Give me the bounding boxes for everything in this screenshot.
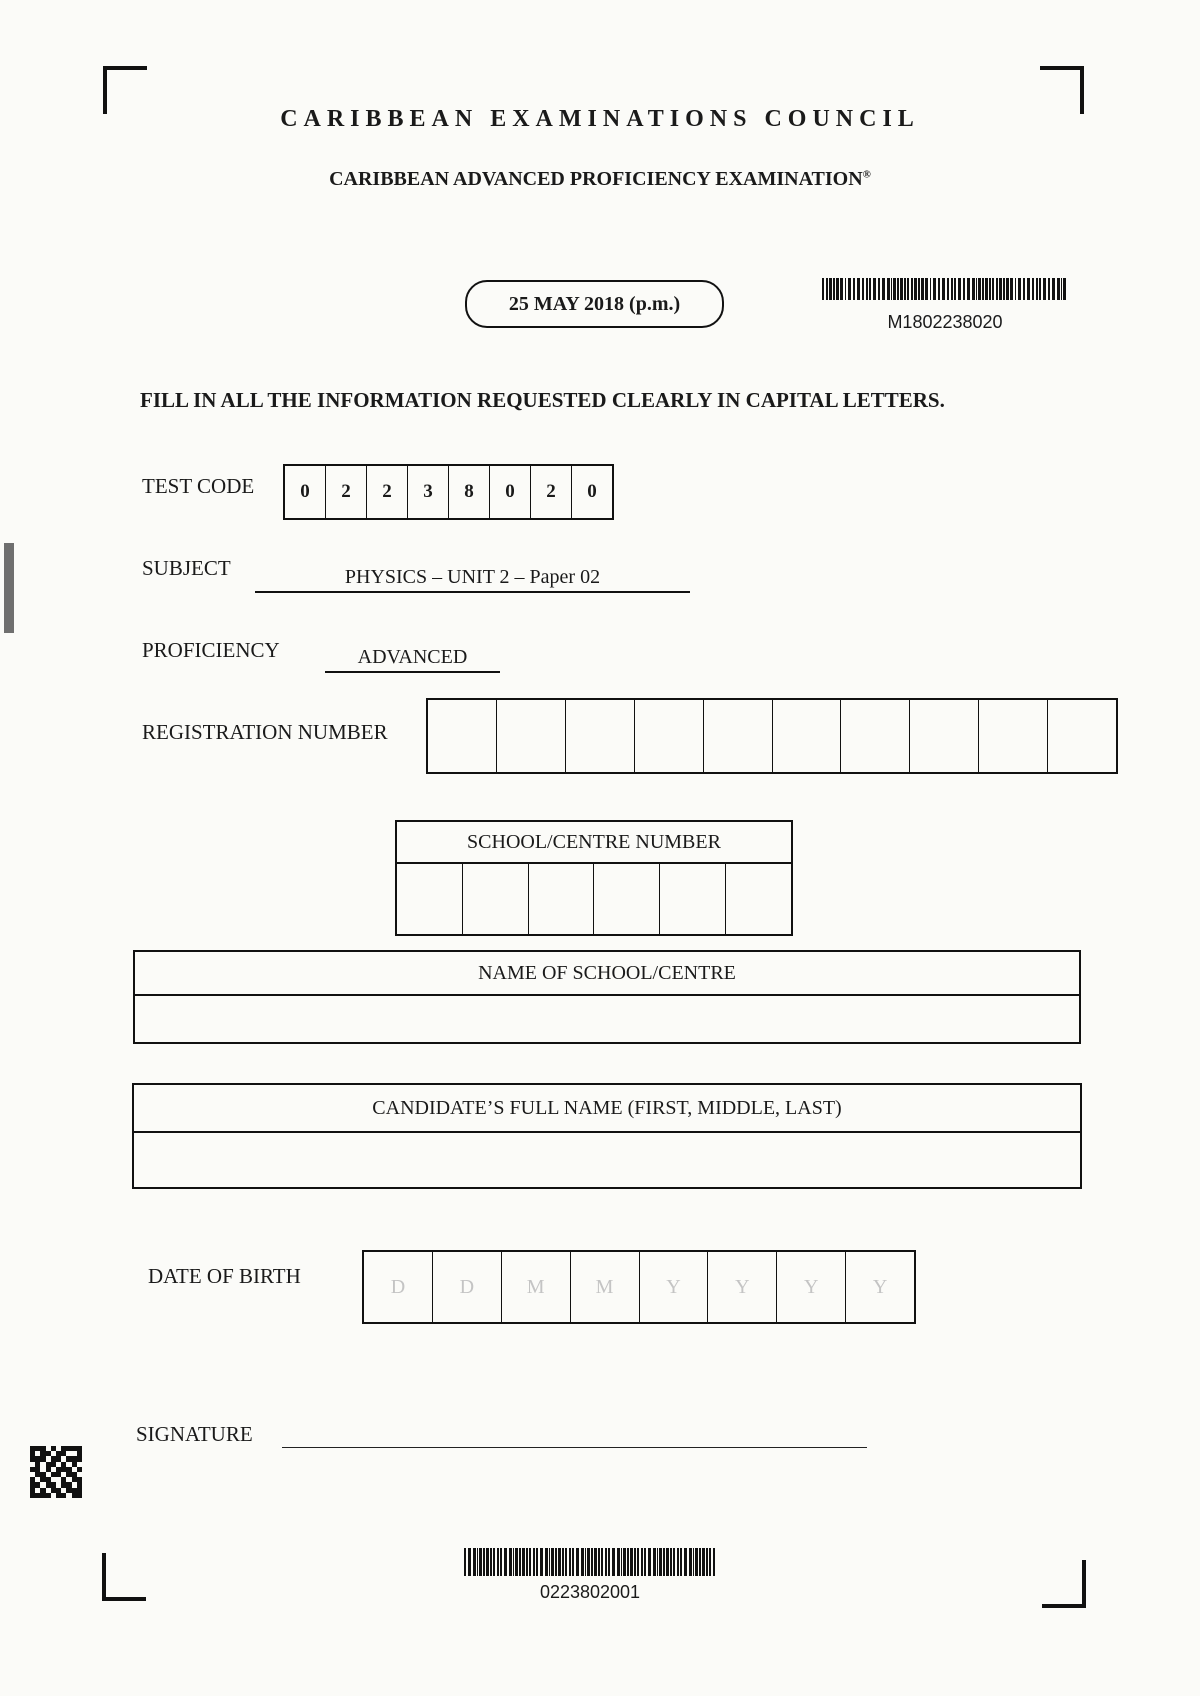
barcode-bar xyxy=(963,278,965,300)
barcode-bar xyxy=(585,1548,586,1576)
registration-number-boxes xyxy=(426,698,1118,774)
school-centre-number-label: SCHOOL/CENTRE NUMBER xyxy=(397,822,791,864)
barcode-bar xyxy=(627,1548,629,1576)
barcode-bar xyxy=(925,278,928,300)
barcode-bar xyxy=(623,1548,626,1576)
barcode-bar xyxy=(887,278,890,300)
barcode-bar xyxy=(569,1548,571,1576)
signature-field[interactable] xyxy=(282,1447,867,1448)
barcode-bar xyxy=(967,278,970,300)
school-centre-digit-field[interactable] xyxy=(529,864,595,934)
barcode-bar xyxy=(509,1548,512,1576)
school-centre-digit-field[interactable] xyxy=(463,864,529,934)
barcode-bar xyxy=(869,278,871,300)
barcode-bar xyxy=(693,1548,694,1576)
barcode-bar xyxy=(1018,278,1021,300)
barcode-bar xyxy=(608,1548,610,1576)
barcode-bar xyxy=(657,1548,658,1576)
barcode-bar xyxy=(637,1548,639,1576)
proficiency-label: PROFICIENCY xyxy=(142,638,280,662)
top-barcode-icon xyxy=(822,278,1068,300)
barcode-bar xyxy=(833,278,835,300)
registration-digit-field[interactable] xyxy=(635,700,704,772)
barcode-bar xyxy=(976,278,977,300)
barcode-bar xyxy=(497,1548,499,1576)
barcode-bar xyxy=(515,1548,518,1576)
bottom-barcode-number: 0223802001 xyxy=(539,1582,641,1602)
school-name-field[interactable] xyxy=(135,996,1079,1042)
barcode-bar xyxy=(951,278,953,300)
barcode-bar xyxy=(878,278,880,300)
subject-label: SUBJECT xyxy=(142,556,231,580)
test-code-digit: 2 xyxy=(326,466,367,518)
test-code-digit: 0 xyxy=(490,466,531,518)
barcode-bar xyxy=(612,1548,615,1576)
barcode-bar xyxy=(954,278,956,300)
dob-year-field[interactable]: Y xyxy=(640,1252,709,1322)
barcode-bar xyxy=(848,278,851,300)
barcode-bar xyxy=(598,1548,600,1576)
barcode-bar xyxy=(500,1548,502,1576)
proficiency-value: ADVANCED xyxy=(325,646,500,673)
signature-label: SIGNATURE xyxy=(136,1422,253,1446)
barcode-bar xyxy=(594,1548,597,1576)
barcode-bar xyxy=(581,1548,584,1576)
barcode-bar xyxy=(857,278,860,300)
registration-digit-field[interactable] xyxy=(910,700,979,772)
barcode-bar xyxy=(677,1548,679,1576)
barcode-bar xyxy=(1036,278,1038,300)
exam-title-text: CARIBBEAN ADVANCED PROFICIENCY EXAMINATION xyxy=(329,168,863,190)
test-code-digit: 8 xyxy=(449,466,490,518)
test-code-digit: 0 xyxy=(285,466,326,518)
barcode-bar xyxy=(576,1548,579,1576)
barcode-bar xyxy=(882,278,885,300)
registered-mark: ® xyxy=(862,168,871,181)
barcode-bar xyxy=(533,1548,535,1576)
dob-month-field[interactable]: M xyxy=(502,1252,571,1322)
barcode-bar xyxy=(897,278,899,300)
barcode-bar xyxy=(1015,278,1016,300)
council-title: CARIBBEAN EXAMINATIONS COUNCIL xyxy=(280,106,920,132)
barcode-bar xyxy=(1048,278,1050,300)
barcode-bar xyxy=(695,1548,698,1576)
dob-day-field[interactable]: D xyxy=(364,1252,433,1322)
barcode-bar xyxy=(663,1548,665,1576)
registration-digit-field[interactable] xyxy=(1048,700,1116,772)
barcode-bar xyxy=(699,1548,701,1576)
school-centre-number-box xyxy=(395,820,793,936)
barcode-bar xyxy=(617,1548,620,1576)
date-of-birth-boxes xyxy=(362,1250,916,1324)
barcode-bar xyxy=(464,1548,466,1576)
test-code-digit: 2 xyxy=(367,466,408,518)
barcode-bar xyxy=(921,278,924,300)
test-code-digit: 2 xyxy=(531,466,572,518)
barcode-bar xyxy=(545,1548,548,1576)
dob-year-field[interactable]: Y xyxy=(872,1276,888,1298)
barcode-bar xyxy=(522,1548,525,1576)
barcode-bar xyxy=(526,1548,528,1576)
barcode-bar xyxy=(972,278,975,300)
school-centre-digit-field[interactable] xyxy=(660,864,726,934)
barcode-bar xyxy=(1043,278,1046,300)
registration-digit-field[interactable] xyxy=(497,700,566,772)
barcode-bar xyxy=(605,1548,607,1576)
registration-digit-field[interactable] xyxy=(979,700,1048,772)
barcode-bar xyxy=(947,278,949,300)
dob-year-field[interactable]: Y xyxy=(708,1252,777,1322)
barcode-bar xyxy=(900,278,903,300)
registration-digit-field[interactable] xyxy=(704,700,773,772)
candidate-name-box xyxy=(132,1083,1082,1189)
barcode-bar xyxy=(911,278,913,300)
barcode-bar xyxy=(1010,278,1013,300)
barcode-bar xyxy=(634,1548,636,1576)
barcode-bar xyxy=(529,1548,531,1576)
qr-code-icon xyxy=(30,1446,82,1498)
barcode-bar xyxy=(1006,278,1009,300)
barcode-bar xyxy=(653,1548,656,1576)
barcode-bar xyxy=(486,1548,489,1576)
barcode-bar xyxy=(555,1548,557,1576)
barcode-bar xyxy=(540,1548,543,1576)
barcode-bar xyxy=(706,1548,708,1576)
barcode-bar xyxy=(493,1548,495,1576)
barcode-bar xyxy=(666,1548,669,1576)
barcode-bar xyxy=(644,1548,646,1576)
barcode-bar xyxy=(601,1548,603,1576)
registration-digit-field[interactable] xyxy=(841,700,910,772)
dob-year-field[interactable]: Y xyxy=(777,1252,846,1322)
qr-module xyxy=(77,1493,82,1498)
barcode-bar xyxy=(914,278,917,300)
barcode-bar xyxy=(1023,278,1025,300)
registration-number-label: REGISTRATION NUMBER xyxy=(142,720,388,744)
school-centre-digit-field[interactable] xyxy=(726,864,791,934)
test-code-label: TEST CODE xyxy=(142,474,255,498)
barcode-bar xyxy=(670,1548,672,1576)
barcode-bar xyxy=(1027,278,1030,300)
barcode-bar xyxy=(1063,278,1066,300)
barcode-bar xyxy=(648,1548,651,1576)
barcode-bar xyxy=(930,278,931,300)
barcode-bar xyxy=(904,278,906,300)
barcode-bar xyxy=(621,1548,622,1576)
barcode-bar xyxy=(942,278,945,300)
barcode-bar xyxy=(978,278,981,300)
barcode-bar xyxy=(483,1548,485,1576)
barcode-bar xyxy=(989,278,991,300)
margin-mark xyxy=(4,543,14,633)
barcode-bar xyxy=(866,278,868,300)
instruction-text: FILL IN ALL THE INFORMATION REQUESTED CLEARLY IN CAPITAL LETTERS. xyxy=(140,388,945,412)
barcode-bar xyxy=(562,1548,564,1576)
test-code-digit: 3 xyxy=(408,466,449,518)
date-of-birth-label: DATE OF BIRTH xyxy=(148,1264,301,1288)
barcode-bar xyxy=(659,1548,662,1576)
barcode-bar xyxy=(1039,278,1041,300)
barcode-bar xyxy=(826,278,828,300)
barcode-bar xyxy=(982,278,984,300)
barcode-bar xyxy=(1061,278,1062,300)
barcode-bar xyxy=(862,278,864,300)
corner-mark-bottom-right-icon xyxy=(1042,1560,1086,1608)
barcode-bar xyxy=(558,1548,561,1576)
barcode-bar xyxy=(845,278,846,300)
test-code-digit: 0 xyxy=(587,481,597,502)
barcode-bar xyxy=(673,1548,675,1576)
barcode-bar xyxy=(933,278,936,300)
barcode-bar xyxy=(992,278,994,300)
barcode-bar xyxy=(565,1548,567,1576)
barcode-bar xyxy=(958,278,961,300)
school-name-label: NAME OF SCHOOL/CENTRE xyxy=(135,952,1079,996)
school-name-box xyxy=(133,950,1081,1044)
barcode-bar xyxy=(689,1548,692,1576)
barcode-bar xyxy=(479,1548,482,1576)
barcode-bar xyxy=(536,1548,538,1576)
top-barcode-number: M1802238020 xyxy=(887,312,1003,332)
barcode-bar xyxy=(680,1548,682,1576)
exam-date: 25 MAY 2018 (p.m.) xyxy=(465,280,724,328)
dob-day-field[interactable]: D xyxy=(433,1252,502,1322)
barcode-bar xyxy=(473,1548,476,1576)
barcode-bar xyxy=(513,1548,514,1576)
candidate-name-field[interactable] xyxy=(134,1133,1080,1187)
registration-digit-field[interactable] xyxy=(566,700,635,772)
dob-month-field[interactable]: M xyxy=(571,1252,640,1322)
subject-value: PHYSICS – UNIT 2 – Paper 02 xyxy=(255,566,690,593)
test-code-boxes xyxy=(283,464,614,520)
barcode-bar xyxy=(709,1548,711,1576)
barcode-bar xyxy=(702,1548,705,1576)
barcode-bar xyxy=(477,1548,478,1576)
barcode-bar xyxy=(684,1548,687,1576)
barcode-bar xyxy=(840,278,843,300)
barcode-bar xyxy=(591,1548,593,1576)
barcode-bar xyxy=(891,278,892,300)
barcode-bar xyxy=(468,1548,471,1576)
school-centre-digit-field[interactable] xyxy=(397,864,463,934)
corner-mark-bottom-left-icon xyxy=(102,1553,146,1601)
barcode-bar xyxy=(1052,278,1055,300)
candidate-name-label: CANDIDATE’S FULL NAME (FIRST, MIDDLE, LAST) xyxy=(134,1085,1080,1133)
barcode-bar xyxy=(836,278,839,300)
barcode-bar xyxy=(713,1548,715,1576)
school-centre-digit-field[interactable] xyxy=(594,864,660,934)
barcode-bar xyxy=(519,1548,521,1576)
barcode-bar xyxy=(907,278,909,300)
exam-title xyxy=(0,168,1200,191)
barcode-bar xyxy=(587,1548,590,1576)
registration-digit-field[interactable] xyxy=(773,700,842,772)
barcode-bar xyxy=(490,1548,492,1576)
barcode-bar xyxy=(938,278,940,300)
barcode-bar xyxy=(504,1548,507,1576)
barcode-bar xyxy=(1003,278,1005,300)
bottom-barcode-icon xyxy=(464,1548,716,1576)
barcode-bar xyxy=(853,278,855,300)
barcode-bar xyxy=(918,278,920,300)
barcode-bar xyxy=(549,1548,550,1576)
barcode-bar xyxy=(985,278,988,300)
barcode-bar xyxy=(1057,278,1060,300)
barcode-bar xyxy=(551,1548,554,1576)
barcode-bar xyxy=(893,278,896,300)
barcode-bar xyxy=(996,278,998,300)
barcode-bar xyxy=(999,278,1002,300)
barcode-bar xyxy=(873,278,876,300)
barcode-bar xyxy=(829,278,832,300)
barcode-bar xyxy=(630,1548,633,1576)
barcode-bar xyxy=(641,1548,643,1576)
barcode-bar xyxy=(1032,278,1034,300)
registration-digit-field[interactable] xyxy=(428,700,497,772)
barcode-bar xyxy=(822,278,824,300)
barcode-bar xyxy=(572,1548,574,1576)
